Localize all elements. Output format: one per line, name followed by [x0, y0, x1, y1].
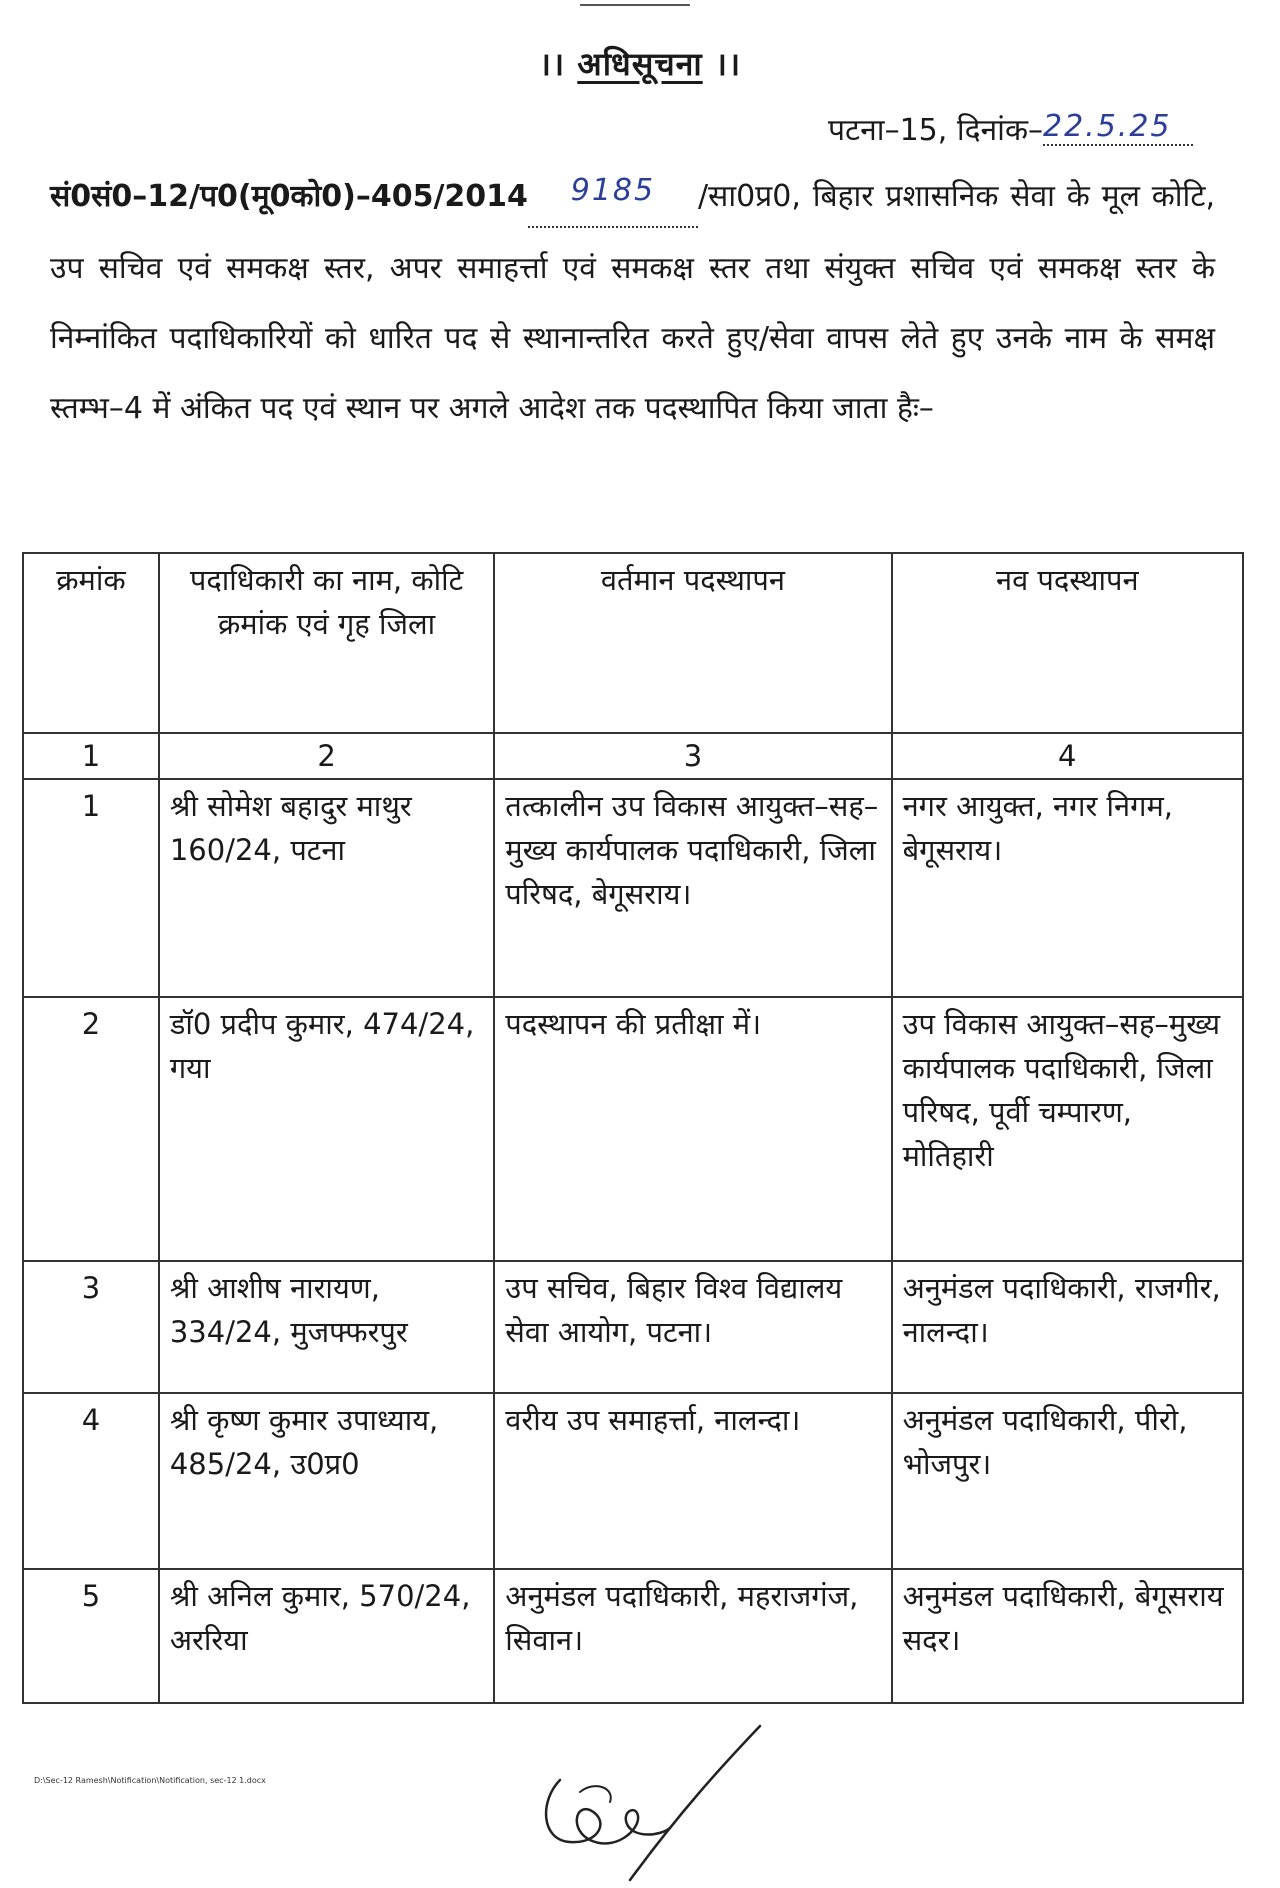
officer-cell: डॉ0 प्रदीप कुमार, 474/24, गया	[159, 997, 494, 1261]
new-posting-cell: अनुमंडल पदाधिकारी, बेगूसराय सदर।	[892, 1569, 1243, 1703]
handwritten-date: 22.5.25	[1043, 109, 1193, 146]
handwritten-memo-number: 9185	[528, 156, 698, 228]
document-heading	[0, 42, 1280, 85]
serial-cell: 3	[23, 1261, 159, 1393]
header-serial: क्रमांक	[23, 553, 159, 733]
column-number: 1	[23, 733, 159, 779]
column-number-row	[23, 733, 1243, 779]
heading-title: अधिसूचना	[577, 45, 703, 83]
reference-suffix: /सा0प्र0,	[697, 179, 801, 214]
new-posting-cell: नगर आयुक्त, नगर निगम, बेगूसराय।	[892, 779, 1243, 997]
column-number: 4	[892, 733, 1243, 779]
header-new-posting: नव पदस्थापन	[892, 553, 1243, 733]
heading-left-marks: ।।	[538, 45, 566, 83]
current-posting-cell: पदस्थापन की प्रतीक्षा में।	[494, 997, 891, 1261]
footer-file-path: D:\Sec-12 Ramesh\Notification\Notification, sec-12 1.docx	[34, 1776, 266, 1785]
signature-mark	[520, 1720, 780, 1888]
place-date-line	[828, 108, 1193, 150]
serial-cell: 4	[23, 1393, 159, 1569]
serial-cell: 1	[23, 779, 159, 997]
table-row	[23, 997, 1243, 1261]
new-posting-cell: उप विकास आयुक्त–सह–मुख्य कार्यपालक पदाधिकारी, जिला परिषद, पूर्वी चम्पारण, मोतिहारी	[892, 997, 1243, 1261]
current-posting-cell: तत्कालीन उप विकास आयुक्त–सह–मुख्य कार्यपालक पदाधिकारी, जिला परिषद, बेगूसराय।	[494, 779, 891, 997]
top-cut-line	[580, 0, 690, 6]
column-number: 2	[159, 733, 494, 779]
place-label: पटना–15, दिनांक–	[828, 113, 1043, 148]
table-row	[23, 1569, 1243, 1703]
new-posting-cell: अनुमंडल पदाधिकारी, राजगीर, नालन्दा।	[892, 1261, 1243, 1393]
heading-right-marks: ।।	[714, 45, 742, 83]
header-current-posting: वर्तमान पदस्थापन	[494, 553, 891, 733]
reference-number: सं0सं0–12/प0(मू0को0)–405/2014	[50, 179, 528, 214]
table-row	[23, 779, 1243, 997]
officer-cell: श्री कृष्ण कुमार उपाध्याय, 485/24, उ0प्र0	[159, 1393, 494, 1569]
body-text: बिहार प्रशासनिक सेवा के मूल कोटि, उप सचिव एवं समकक्ष स्तर, अपर समाहर्त्ता एवं समकक्ष स्तर तथा संयुक्त सचिव एवं समकक्ष स्तर के निम्नांकित पदाधिकारियों को धारित पद से स्थानान्तरित करते हुए/सेवा वापस लेते हुए उनके नाम के समक्ष स्तम्भ–4 में अंकित पद एवं स्थान पर अगले आदेश तक पदस्थापित किया जाता हैः–	[50, 179, 1215, 426]
column-number: 3	[494, 733, 891, 779]
table-row	[23, 1393, 1243, 1569]
officer-cell: श्री अनिल कुमार, 570/24, अररिया	[159, 1569, 494, 1703]
current-posting-cell: उप सचिव, बिहार विश्व विद्यालय सेवा आयोग, पटना।	[494, 1261, 891, 1393]
new-posting-cell: अनुमंडल पदाधिकारी, पीरो, भोजपुर।	[892, 1393, 1243, 1569]
table-header-row	[23, 553, 1243, 733]
serial-cell: 2	[23, 997, 159, 1261]
current-posting-cell: अनुमंडल पदाधिकारी, महराजगंज, सिवान।	[494, 1569, 891, 1703]
serial-cell: 5	[23, 1569, 159, 1703]
officer-cell: श्री सोमेश बहादुर माथुर 160/24, पटना	[159, 779, 494, 997]
notification-body	[50, 162, 1215, 444]
header-officer-name: पदाधिकारी का नाम, कोटि क्रमांक एवं गृह जिला	[159, 553, 494, 733]
postings-table	[22, 552, 1244, 1704]
officer-cell: श्री आशीष नारायण, 334/24, मुजफ्फरपुर	[159, 1261, 494, 1393]
current-posting-cell: वरीय उप समाहर्त्ता, नालन्दा।	[494, 1393, 891, 1569]
table-row	[23, 1261, 1243, 1393]
